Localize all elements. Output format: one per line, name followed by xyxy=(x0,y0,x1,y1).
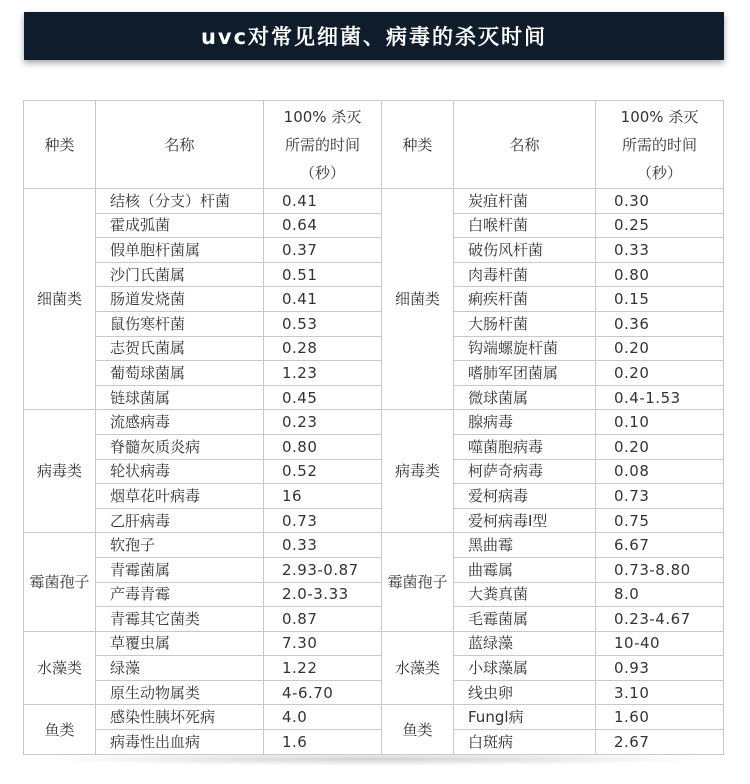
name-cell: 噬菌胞病毒 xyxy=(454,434,596,459)
header-time-line1: 100% 杀灭 xyxy=(620,107,699,126)
time-cell: 0.23 xyxy=(264,410,382,435)
name-cell: 曲霉属 xyxy=(454,557,596,582)
name-cell: 流感病毒 xyxy=(96,410,264,435)
time-cell: 0.41 xyxy=(264,287,382,312)
name-cell: 脊髓灰质炎病 xyxy=(96,434,264,459)
time-cell: 1.23 xyxy=(264,361,382,386)
category-cell: 鱼类 xyxy=(24,705,96,754)
name-cell: 霍成弧菌 xyxy=(96,213,264,238)
category-cell: 病毒类 xyxy=(382,410,454,533)
name-cell: 小球藻属 xyxy=(454,656,596,681)
time-cell: 0.45 xyxy=(264,385,382,410)
table-row xyxy=(24,287,724,312)
category-cell: 水藻类 xyxy=(382,631,454,705)
time-cell: 2.67 xyxy=(596,730,724,755)
name-cell: 感染性胰坏死病 xyxy=(96,705,264,730)
category-cell: 霉菌孢子 xyxy=(24,533,96,631)
name-cell: 腺病毒 xyxy=(454,410,596,435)
table-row xyxy=(24,336,724,361)
header-name-left: 名称 xyxy=(96,101,264,189)
table-row xyxy=(24,459,724,484)
time-cell: 0.73 xyxy=(264,508,382,533)
table-row xyxy=(24,607,724,632)
table-row xyxy=(24,730,724,755)
name-cell: 乙肝病毒 xyxy=(96,508,264,533)
time-cell: 0.28 xyxy=(264,336,382,361)
category-cell: 病毒类 xyxy=(24,410,96,533)
time-cell: 8.0 xyxy=(596,582,724,607)
time-cell: 1.22 xyxy=(264,656,382,681)
time-cell: 0.20 xyxy=(596,361,724,386)
time-cell: 0.53 xyxy=(264,311,382,336)
time-cell: 0.30 xyxy=(596,189,724,214)
name-cell: 大肠杆菌 xyxy=(454,311,596,336)
time-cell: 0.33 xyxy=(596,238,724,263)
time-cell: 0.80 xyxy=(264,434,382,459)
time-cell: 0.93 xyxy=(596,656,724,681)
table-row xyxy=(24,262,724,287)
name-cell: 青霉菌属 xyxy=(96,557,264,582)
time-cell: 0.08 xyxy=(596,459,724,484)
header-time-line2: 所需的时间 xyxy=(284,135,360,154)
name-cell: 草覆虫属 xyxy=(96,631,264,656)
time-cell: 0.80 xyxy=(596,262,724,287)
name-cell: 产毒青霉 xyxy=(96,582,264,607)
name-cell: 假单胞杆菌属 xyxy=(96,238,264,263)
name-cell: 轮状病毒 xyxy=(96,459,264,484)
name-cell: 青霉其它菌类 xyxy=(96,607,264,632)
header-category-left: 种类 xyxy=(24,101,96,189)
name-cell: 钩端螺旋杆菌 xyxy=(454,336,596,361)
header-time-line3: （秒） xyxy=(299,163,345,182)
time-cell: 0.64 xyxy=(264,213,382,238)
category-cell: 霉菌孢子 xyxy=(382,533,454,631)
table-row xyxy=(24,533,724,558)
time-cell: 4.0 xyxy=(264,705,382,730)
title-banner xyxy=(24,12,724,60)
time-cell: 7.30 xyxy=(264,631,382,656)
time-cell: 0.20 xyxy=(596,336,724,361)
table-row xyxy=(24,238,724,263)
name-cell: 爱柯病毒I型 xyxy=(454,508,596,533)
table-row xyxy=(24,213,724,238)
table-row xyxy=(24,582,724,607)
time-cell: 0.36 xyxy=(596,311,724,336)
category-cell: 水藻类 xyxy=(24,631,96,705)
table-row xyxy=(24,484,724,509)
name-cell: 微球菌属 xyxy=(454,385,596,410)
name-cell: 炭疽杆菌 xyxy=(454,189,596,214)
name-cell: 白斑病 xyxy=(454,730,596,755)
table-body xyxy=(24,189,724,755)
name-cell: 毛霉菌属 xyxy=(454,607,596,632)
table-row xyxy=(24,508,724,533)
name-cell: 破伤风杆菌 xyxy=(454,238,596,263)
table-row xyxy=(24,311,724,336)
time-cell: 0.73 xyxy=(596,484,724,509)
header-name-right: 名称 xyxy=(454,101,596,189)
time-cell: 3.10 xyxy=(596,680,724,705)
table-row xyxy=(24,557,724,582)
header-time-right xyxy=(596,101,724,189)
table-row xyxy=(24,361,724,386)
time-cell: 1.60 xyxy=(596,705,724,730)
time-cell: 0.23-4.67 xyxy=(596,607,724,632)
name-cell: 蓝绿藻 xyxy=(454,631,596,656)
time-cell: 0.51 xyxy=(264,262,382,287)
table-row xyxy=(24,189,724,214)
table-row xyxy=(24,385,724,410)
name-cell: 肉毒杆菌 xyxy=(454,262,596,287)
name-cell: 原生动物属类 xyxy=(96,680,264,705)
table-row xyxy=(24,705,724,730)
name-cell: 嗜肺军团菌属 xyxy=(454,361,596,386)
name-cell: 志贺氏菌属 xyxy=(96,336,264,361)
header-time-line2: 所需的时间 xyxy=(621,135,697,154)
name-cell: 葡萄球菌属 xyxy=(96,361,264,386)
name-cell: 绿藻 xyxy=(96,656,264,681)
table-row xyxy=(24,680,724,705)
time-cell: 0.41 xyxy=(264,189,382,214)
time-cell: 1.6 xyxy=(264,730,382,755)
name-cell: 烟草花叶病毒 xyxy=(96,484,264,509)
name-cell: 软孢子 xyxy=(96,533,264,558)
page-title: uvc对常见细菌、病毒的杀灭时间 xyxy=(200,25,548,49)
header-time-line3: （秒） xyxy=(636,163,682,182)
name-cell: 线虫卵 xyxy=(454,680,596,705)
category-cell: 细菌类 xyxy=(24,189,96,410)
name-cell: 黑曲霉 xyxy=(454,533,596,558)
name-cell: 痢疾杆菌 xyxy=(454,287,596,312)
name-cell: 爱柯病毒 xyxy=(454,484,596,509)
time-cell: 10-40 xyxy=(596,631,724,656)
name-cell: 结核（分支）杆菌 xyxy=(96,189,264,214)
time-cell: 0.25 xyxy=(596,213,724,238)
time-cell: 0.87 xyxy=(264,607,382,632)
time-cell: 2.93-0.87 xyxy=(264,557,382,582)
name-cell: 鼠伤寒杆菌 xyxy=(96,311,264,336)
time-cell: 0.52 xyxy=(264,459,382,484)
time-cell: 0.4-1.53 xyxy=(596,385,724,410)
time-cell: 0.73-8.80 xyxy=(596,557,724,582)
time-cell: 6.67 xyxy=(596,533,724,558)
category-cell: 鱼类 xyxy=(382,705,454,754)
category-cell: 细菌类 xyxy=(382,189,454,410)
time-cell: 16 xyxy=(264,484,382,509)
kill-time-table xyxy=(23,100,724,755)
table-row xyxy=(24,410,724,435)
table-row xyxy=(24,656,724,681)
name-cell: 链球菌属 xyxy=(96,385,264,410)
time-cell: 0.10 xyxy=(596,410,724,435)
table-row xyxy=(24,434,724,459)
time-cell: 0.75 xyxy=(596,508,724,533)
time-cell: 4-6.70 xyxy=(264,680,382,705)
name-cell: 白喉杆菌 xyxy=(454,213,596,238)
name-cell: 沙门氏菌属 xyxy=(96,262,264,287)
header-row xyxy=(24,101,724,189)
header-category-right: 种类 xyxy=(382,101,454,189)
name-cell: 肠道发烧菌 xyxy=(96,287,264,312)
time-cell: 0.20 xyxy=(596,434,724,459)
time-cell: 2.0-3.33 xyxy=(264,582,382,607)
time-cell: 0.33 xyxy=(264,533,382,558)
name-cell: Fungl病 xyxy=(454,705,596,730)
table-row xyxy=(24,631,724,656)
time-cell: 0.37 xyxy=(264,238,382,263)
header-time-left xyxy=(264,101,382,189)
header-time-line1: 100% 杀灭 xyxy=(283,107,362,126)
name-cell: 大粪真菌 xyxy=(454,582,596,607)
time-cell: 0.15 xyxy=(596,287,724,312)
name-cell: 柯萨奇病毒 xyxy=(454,459,596,484)
name-cell: 病毒性出血病 xyxy=(96,730,264,755)
